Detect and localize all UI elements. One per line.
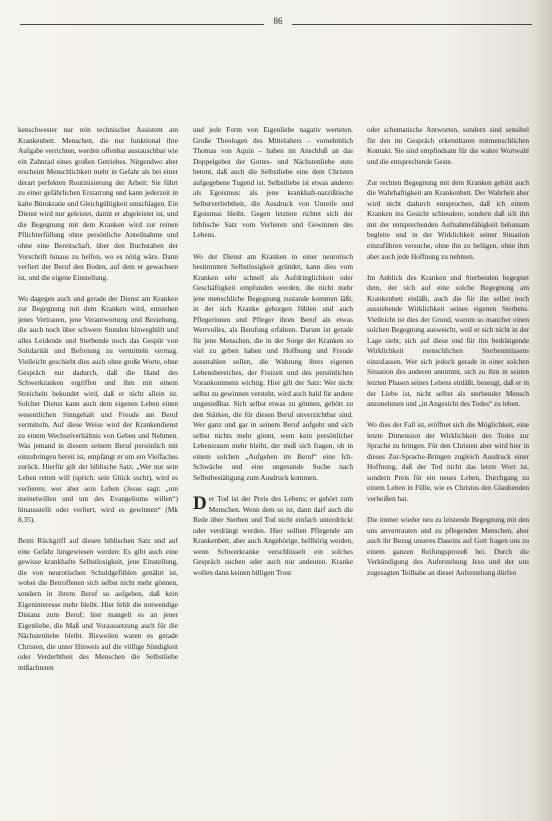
header-rule-right: [292, 24, 532, 25]
paragraph: Wo dies der Fall ist, eröffnet sich die Möglichkeit, eine letzte Dimension der Wirklichkeit des Todes zur Sprache zu bringen. Für den Christen aber wird hier in dieses Zur-Sprache-Bringen zugleich Ausdruck einer Hoffnung, daß der Tod nicht das letzte Wort ist, sondern Preis für ein neues Leben, Durchgang zu einem Leben in Fülle, wie es Christus den Glaubenden verheißen hat.: [367, 420, 529, 503]
text-columns: [18, 125, 538, 811]
drop-cap: D: [193, 493, 207, 515]
column-3: [367, 125, 529, 811]
paragraph: Wo der Dienst am Kranken in einer neurotisch bestimmten Selbstlosigkeit gründet, kann dies vom Kranken sehr schnell als Aufdringlichkeit oder Geschäftigkeit empfunden werden, die nicht mehr jene menschliche Begegnung zustande kommen läßt, in der sich Kranke geborgen fühlen und auch Pflegerinnen und Pfleger ihren Beruf als etwas Wertvolles, als Berufung erfahren. Darum ist gerade für jene Menschen, die in der Sorge der Kranken so viel zu geben haben und Hoffnung und Freude ausstrahlen sollen, die Wahrung ihres eigenen Lebensbereiches, der Freizeit und des persönlichen Vorankommens wichtig. Hier gilt der Satz: Wer nicht selbst zu gewinnen versteht, wird auch bald für andere ungenießbar. Sich selbst etwas zu gönnen, gehört zu den Stärken, die für diesen Beruf unverzichtbar sind. Wer ganz und gar in seinem Beruf aufgeht und sich selbst nichts mehr gönnt, wem kein persönlicher Lebensraum mehr bleibt, der muß sich fragen, ob in einem solchen „Aufgehen im Beruf“ eine Ich-Schwäche und eine ungesunde Suche nach Selbstbestätigung zum Ausdruck kommen.: [193, 251, 353, 482]
paragraph: Die immer wieder neu zu leistende Begegnung mit den uns anvertrauten und zu pflegenden Menschen, aber auch ihr Bezug unseres Daseins auf Gott fragen uns zu einem ganzen Reifungsprozeß bei. Durch die Verkündigung des Auferstehung Jesu und der uns zugesagten Teilhabe an dieser Auferstehung dürfen: [367, 515, 529, 577]
paragraph: Beim Rückgriff auf diesen biblischen Satz und auf eine Gefahr hingewiesen werden: Es gibt auch eine gewisse krankhafte Selbstlosigkeit, jene Einstellung, die von neurotischen Schuldgefühlen genährt ist, wobei die Betroffenen sich selbst nicht mehr gönnen, sondern in ihrem Beruf so aufgehen, daß kein Eigeninteresse mehr bleibt. Hier fehlt die notwendige Distanz zum Beruf; hier mangelt es an jener Eigenliebe, die Maß und Voraussetzung auch für die Nächstenliebe bleibt. Bisweilen waren es gerade Christen, die unter Hinweis auf die völlige Sündigkeit oder Verderbtheit des Menschen die Selbstliebe mißachteten: [18, 536, 178, 672]
paragraph: kenschwester nur rein technischer Assistent am Krankenbett. Menschen, die nur funktional ihre Aufgabe verrichten, werden offenbar austauschbar wie ein Zahnrad eines großen Getriebes. Nirgendwo aber erscheint Menschlichkeit mehr in Gefahr als bei einer derart perfekten Routinisierung der Arbeit: Sie führt zu einer gefährlichen Erstarrung und kann jederzeit in kalte Bürokratie und Gleichgültigkeit umschlagen. Ein Dienst wird nur geleistet, damit er abgeleistet ist, und die Begegnung mit dem Kranken wird zur reinen Pflichterfüllung ohne persönliche Anteilnahme und ohne eine Bereitschaft, über den Buchstaben der Vorschrift hinaus zu helfen, wo es nötig wäre. Dann verliert der Beruf den Boden, auf dem er gewachsen ist, und die eigene Einstellung.: [18, 125, 178, 282]
header-rule-left: [20, 24, 264, 25]
paragraph: Wo dagegen auch und gerade der Dienst am Kranken zur Begegnung mit dem Kranken wird, entstehen jenes Vertrauen, jene Verantwortung und Beziehung, die auch noch über schwere Stunden hinweghilft und alles Leidende und Sterbende noch das Gespür von Solidarität und Befreiung zu vermitteln vermag. Vielleicht geschieht dies auch ohne große Worte, ohne Gespräch nur dadurch, daß die Hand des Schwerkranken ergriffen und ihm mit einem Streicheln bekundet wird, daß er nicht allein ist. Solcher Dienst kann auch dem eigenen Leben einen wesentlichen Sinngehalt und Freude am Beruf vermitteln. Auf diese Weise wird der Krankendienst zu einem Wechselverhältnis von Geben und Nehmen. Was jemand in diesem seinem Beruf persönlich mit einzubringen bereit ist, empfängt er um ein Vielfaches zurück. Hierfür gilt der biblische Satz: „Wer nur sein Leben retten will (sprich: sein Glück sucht), wird es verlieren; wer aber sein Leben (Jesus sagt: „um meinetwillen und um des Evangeliums willen“) hinausstellt oder verliert, wird es gewinnen“ (Mk 8,35).: [18, 293, 178, 525]
page-number: 86: [273, 16, 283, 26]
page-header: [20, 8, 532, 36]
column-2: [193, 125, 353, 811]
paragraph: Im Anblick des Kranken und Sterbenden begegnet dem, der sich auf eine solche Begegnung am Krankenbett einläßt, auch die für ihn selbst noch ausstehende Wirklichkeit seines eigenen Sterbens. Vielleicht ist dies der Grund, warum so mancher einen solchen Begegnung ausweicht, weil er sich nicht in der Lage sieht, sich auf diese und für ihn bedrängende Wirklichkeit menschlichen Sterbenmüssens einzulassen. Wer sich jedoch gerade in einer solchen Situation des anderen annimmt, sich zu ihm in seinen letzten Phasen seines Lebens einläßt, bezeugt, daß er in der Liebe ist, nicht selbst als sterbender Mensch anzunehmen und „in Angesicht des Todes“ zu leben.: [367, 272, 529, 409]
paragraph-with-dropcap: [193, 494, 353, 578]
paragraph: und jede Form von Eigenliebe nagativ werteten. Große Theologen des Mittelalters – vornehmlich Thomas von Aquin – haben im Anschluß an das Doppelgebot der Gottes- und Nächstenliebe stets betont, daß auch die Selbstliebe eine dem Christen aufgegebene Tugend ist. Selbstliebe ist etwas anderes als Egoismus: als jene krankhaft-narzißtische Selbstverliebtheit, die Ausdruck von Unreife und Egoismus bleibt. Gegen letztere richtet sich der biblische Satz vom Verlieren und Gewinnen des Lebens.: [193, 125, 353, 240]
paragraph: Zur rechten Begegnung mit dem Kranken gehört auch die Wahrhaftigkeit am Krankenbett. Der Wahrheit aber wird nicht dadurch entsprochen, daß ich einem Kranken ins Gesicht schleudere, sondern daß ich ihn mit der entsprechenden Aufnahmefähigkeit behutsam begleite und in der Wirklichkeit seiner Situation einzuführen versuche, ohne ihn zu belügen, ohne ihm aber auch jede Hoffnung zu nehmen.: [367, 177, 529, 261]
column-1: [18, 125, 178, 811]
paragraph-text: er Tod ist der Preis des Lebens; er gehört zum Menschen. Wenn dem so ist, dann darf auch die Rede über Sterben und Tod nicht einfach unterdrückt oder verdrängt werden. Hier sollten Pflegende am Krankenbett, aber auch Angehörige, hellhörig werden, wenn Schwerkranke verschlüsselt ein solches Gespräch suchen oder auch nur andeuten. Kranke wollen dann keinen billigen Trost: [193, 494, 353, 577]
paragraph: oder schematische Antworten, sondern sind sensibel für den im Gespräch erkennbaren mitmenschlichen Kontakt. Sie sind empfindsam für die wahre Wortwahl und die entsprechende Geste.: [367, 125, 529, 166]
